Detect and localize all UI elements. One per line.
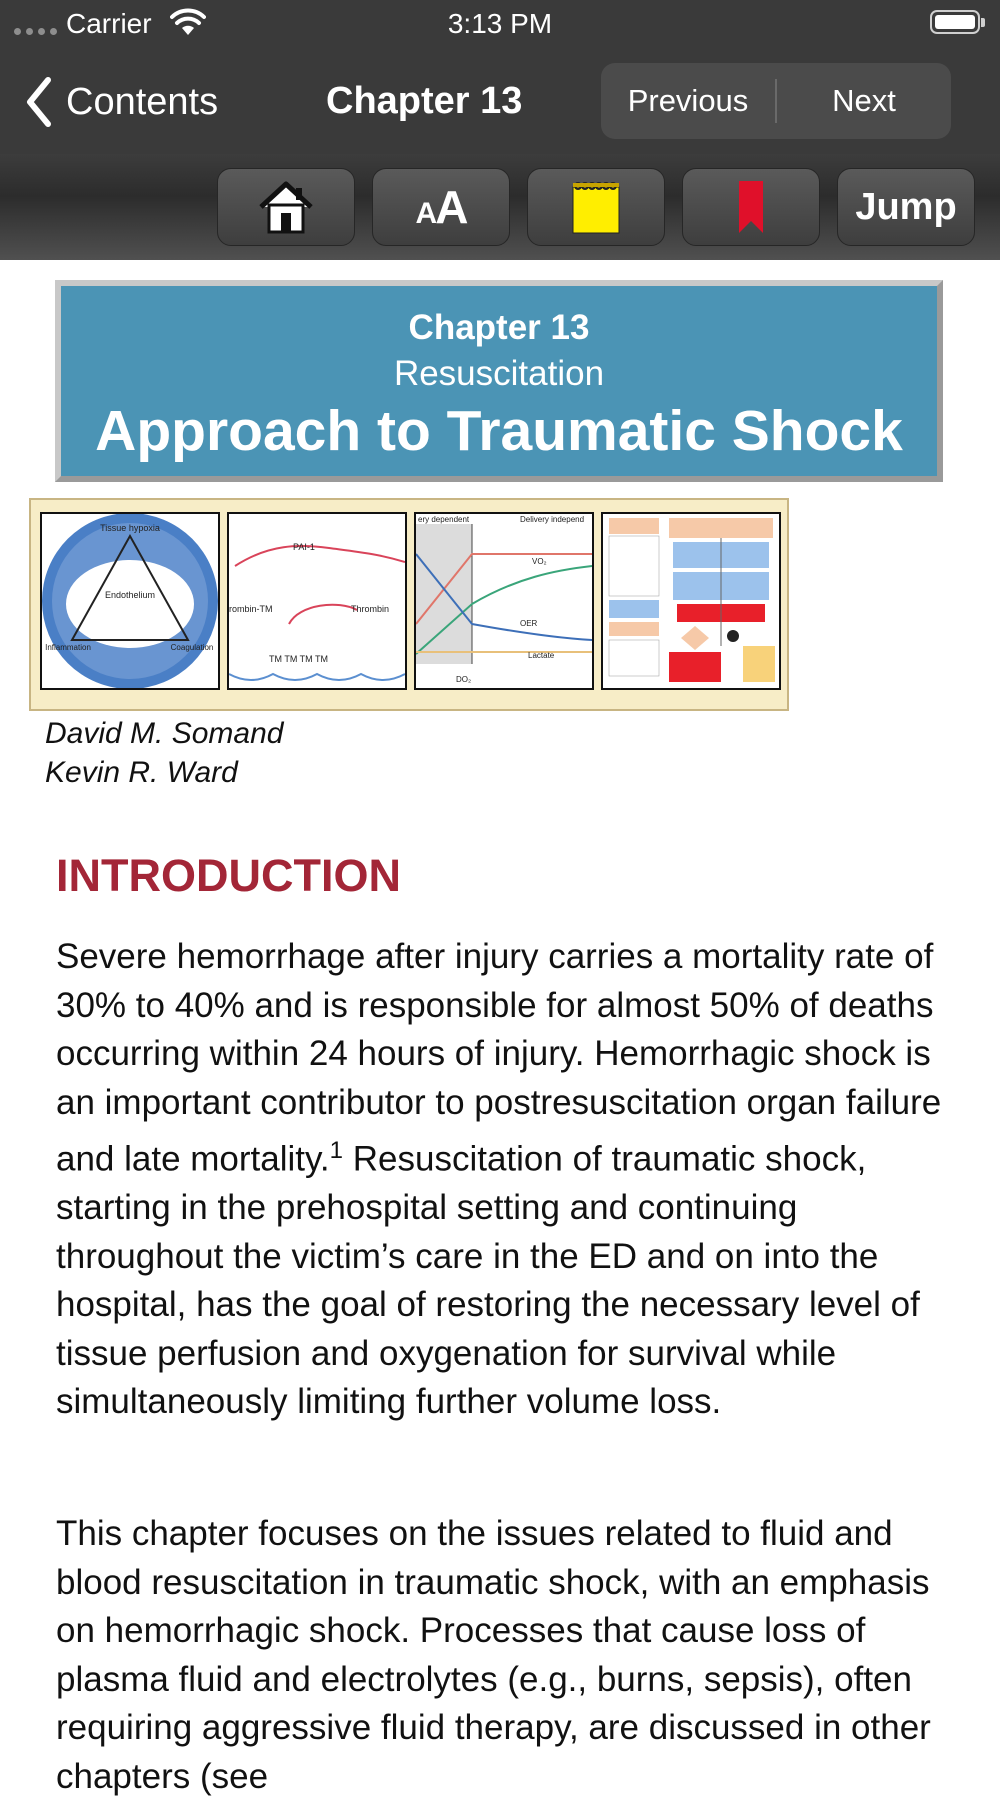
chapter-pager <box>601 63 951 139</box>
back-to-contents-button[interactable] <box>22 74 218 130</box>
font-size-button[interactable] <box>372 168 510 246</box>
body-paragraph: This chapter focuses on the issues related to fluid and blood resuscitation in traumatic shock, with an emphasis on hemorrhagic shock. Processes that cause loss of plasma fluid and electrolytes (e.g., burns, sepsis), often requiring aggressive fluid therapy, are discussed in other chapters (see <box>56 1514 931 1796</box>
thumb2-right-label: Thrombin <box>351 604 390 614</box>
jump-label: Jump <box>855 185 957 228</box>
figure-thumbnail-4[interactable] <box>601 512 781 690</box>
next-button[interactable]: Next <box>832 83 896 118</box>
reader-toolbar <box>0 154 1000 260</box>
thumb1-left-label: Inflammation <box>45 643 91 652</box>
thumb1-center-label: Endothelium <box>104 590 156 600</box>
status-time: 3:13 PM <box>447 8 553 39</box>
thumb3-right-top-label: Delivery independ <box>520 515 585 524</box>
home-button[interactable] <box>217 168 355 246</box>
jump-button[interactable] <box>837 168 975 246</box>
chapter-title: Approach to Traumatic Shock <box>95 399 903 463</box>
carrier-label: Carrier <box>66 8 152 39</box>
reference-link[interactable]: 1 <box>329 1137 344 1164</box>
thumb1-top-label: Tissue hypoxia <box>100 523 160 533</box>
body-paragraph <box>56 933 956 1427</box>
chapter-banner <box>55 280 943 482</box>
thumb3-do2-label: DO₂ <box>456 675 472 684</box>
thumb2-top-label: PAI-1 <box>293 542 315 552</box>
back-button-label: Contents <box>66 80 219 123</box>
thumb1-right-label: Coagulation <box>170 643 214 652</box>
author-name: Kevin R. Ward <box>45 756 238 789</box>
section-heading: INTRODUCTION <box>56 850 401 901</box>
paragraph-text: Resuscitation of traumatic shock, starting in the prehospital setting and continuing throughout the victim’s care in the ED and on into the hospital, has the goal of restoring the necessary level of tissue perfusion and oxygenation for survival while simultaneously limiting further volume loss. <box>56 1139 920 1422</box>
figure-thumbnail-2[interactable] <box>227 512 407 690</box>
battery-icon <box>930 10 980 34</box>
thumb2-left-label: rombin-TM <box>229 604 273 614</box>
navigation-bar <box>0 50 1000 154</box>
chapter-authors <box>45 714 283 792</box>
font-size-label: AA <box>415 181 467 233</box>
page-title: Chapter 13 <box>326 80 523 122</box>
status-bar <box>0 0 1000 50</box>
chapter-section: Resuscitation <box>393 354 605 393</box>
thumb3-lactate-label: Lactate <box>528 651 555 660</box>
thumb3-left-top-label: ery dependent <box>418 515 470 524</box>
paragraph-text: Severe hemorrhage after injury carries a mortality rate of 30% to 40% and is responsible for almost 50% of deaths occurring within 24 hours of injury. Hemorrhagic shock is an important contributor to postresuscitation organ failure and late mortality. <box>56 937 942 1179</box>
figure-thumbnail-1[interactable] <box>40 512 220 690</box>
chevron-left-icon <box>22 74 56 130</box>
bookmark-icon <box>736 179 766 235</box>
previous-button[interactable]: Previous <box>627 83 749 118</box>
thumb3-oer-label: OER <box>520 619 538 628</box>
home-icon <box>257 179 315 235</box>
notepad-icon <box>570 179 622 235</box>
figure-thumbnail-3[interactable] <box>414 512 594 690</box>
bookmark-button[interactable] <box>682 168 820 246</box>
thumb3-vo2-label: VO₂ <box>532 557 547 566</box>
thumb2-bottom-label: TM TM TM TM <box>269 654 328 664</box>
author-name: David M. Somand <box>45 717 284 750</box>
chapter-number: Chapter 13 <box>408 308 590 347</box>
notes-button[interactable] <box>527 168 665 246</box>
figure-thumbnail-strip <box>29 498 789 711</box>
